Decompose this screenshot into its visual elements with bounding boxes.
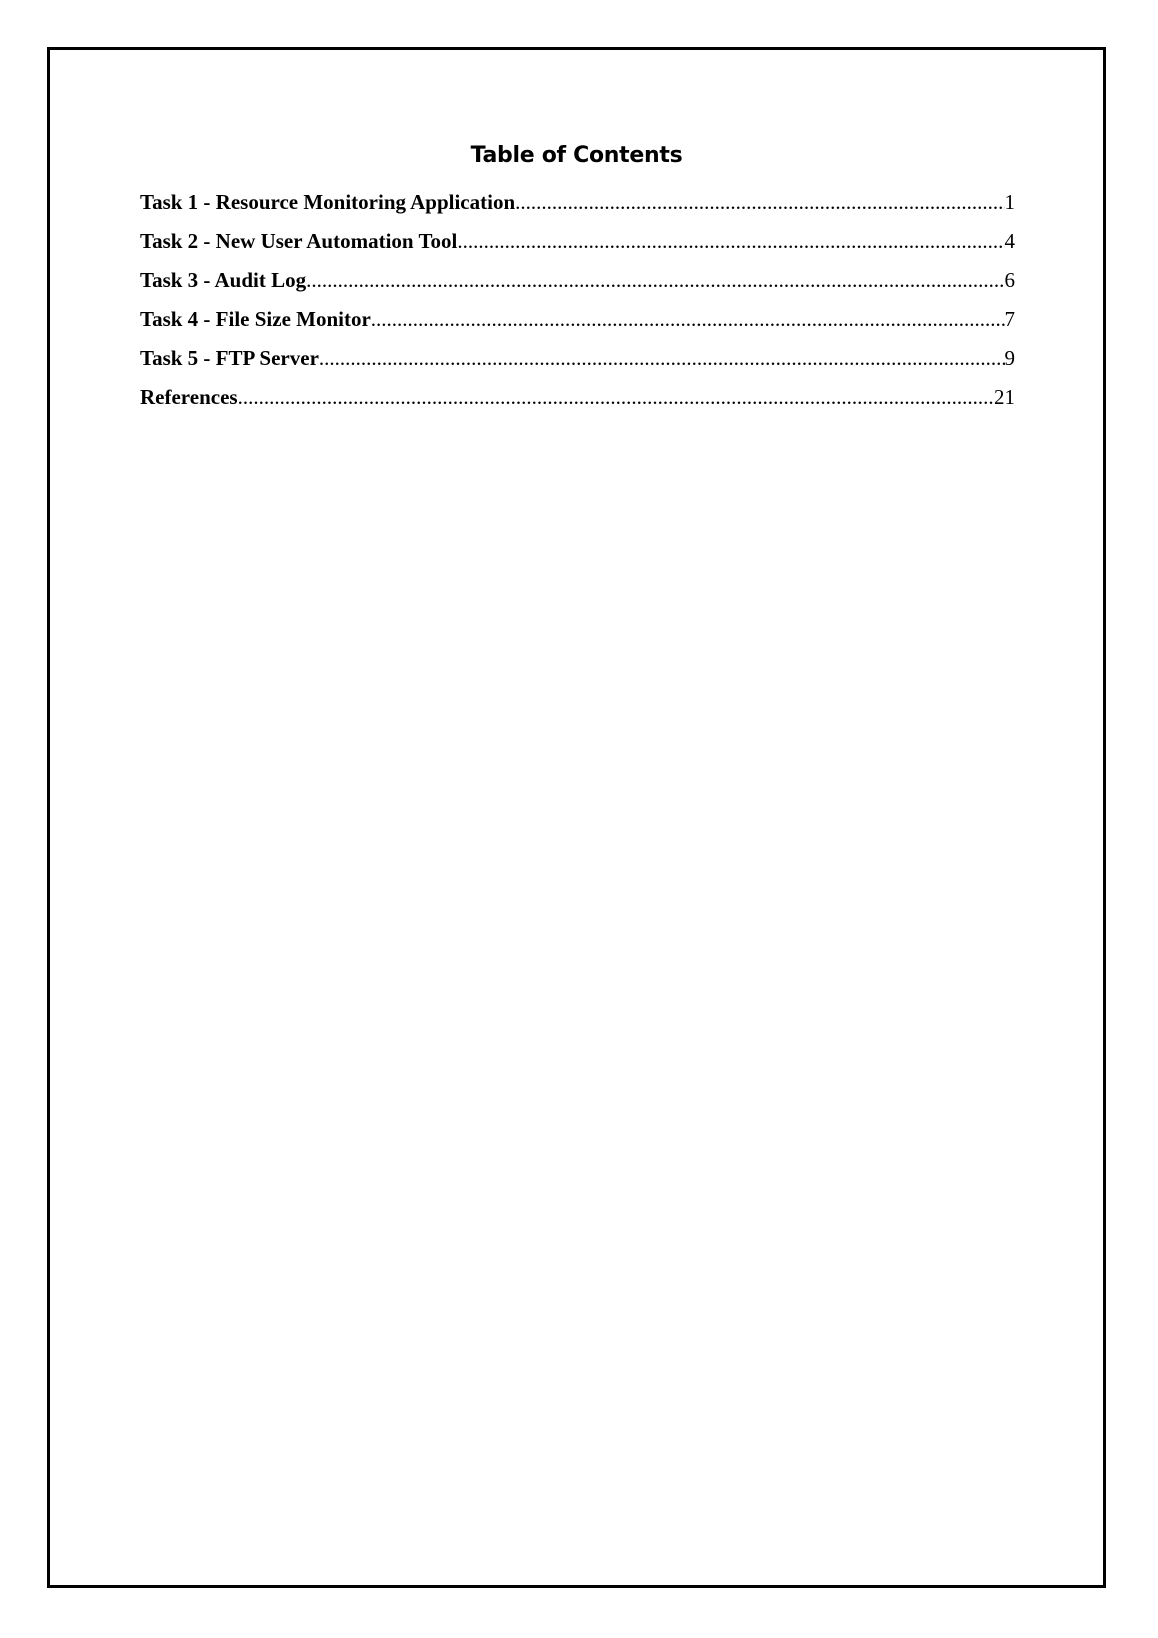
toc-dot-leader bbox=[319, 346, 1005, 371]
toc-page-number: 6 bbox=[1004, 268, 1015, 292]
toc-page-number: 7 bbox=[1004, 307, 1015, 331]
toc-entry-label: Task 5 - FTP Server bbox=[140, 346, 319, 370]
toc-entry-task-2[interactable] bbox=[140, 229, 1015, 268]
toc-page-number: 1 bbox=[1004, 190, 1015, 214]
toc-entry-task-3[interactable] bbox=[140, 268, 1015, 307]
toc-entry-label: References bbox=[140, 385, 238, 409]
toc-entry-label: Task 4 - File Size Monitor bbox=[140, 307, 371, 331]
toc-entry-label: Task 1 - Resource Monitoring Application bbox=[140, 190, 516, 214]
page-border bbox=[47, 47, 1106, 1588]
toc-dot-leader bbox=[371, 307, 1005, 332]
toc-dot-leader bbox=[306, 268, 1004, 293]
toc-entry-label: Task 3 - Audit Log bbox=[140, 268, 307, 292]
toc-dot-leader bbox=[457, 229, 1004, 254]
toc-title: Table of Contents bbox=[470, 143, 683, 168]
toc-dot-leader bbox=[515, 190, 1004, 215]
toc-page-number: 21 bbox=[994, 385, 1015, 409]
toc-entry-task-4[interactable] bbox=[140, 307, 1015, 346]
toc-entry-task-1[interactable] bbox=[140, 190, 1015, 229]
toc-entry-label: Task 2 - New User Automation Tool bbox=[140, 229, 458, 253]
toc-list bbox=[140, 190, 1015, 424]
toc-entry-references[interactable] bbox=[140, 385, 1015, 424]
toc-page-number: 4 bbox=[1004, 229, 1015, 253]
toc-page-number: 9 bbox=[1004, 346, 1015, 370]
toc-entry-task-5[interactable] bbox=[140, 346, 1015, 385]
toc-dot-leader bbox=[238, 385, 994, 410]
